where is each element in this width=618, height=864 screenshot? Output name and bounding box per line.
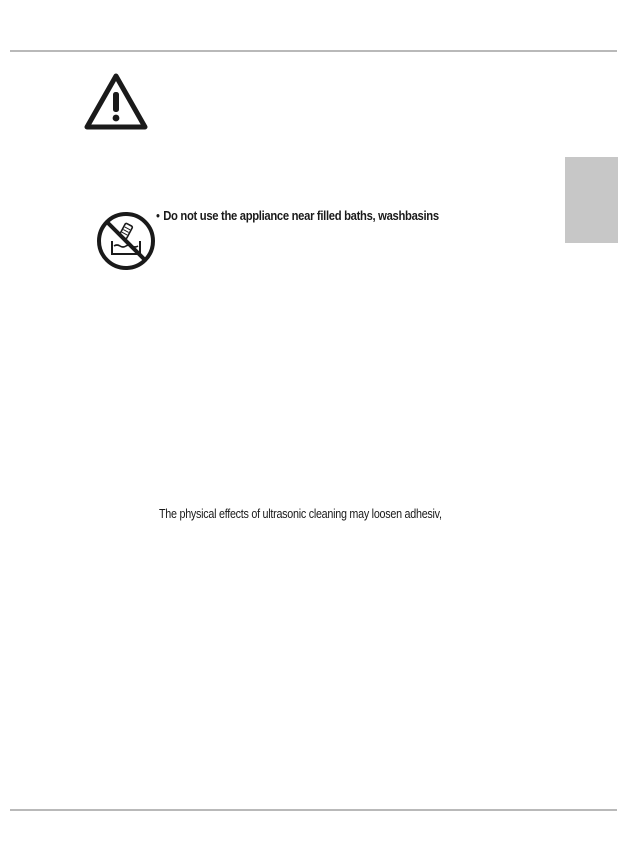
- bottom-divider: [10, 809, 617, 811]
- bullet: •: [156, 209, 160, 223]
- water-warning-text: [156, 209, 439, 223]
- section-tab: [565, 157, 618, 243]
- top-divider: [10, 50, 617, 52]
- ultrasonic-note-text: The physical effects of ultrasonic cleaning may loosen adhesiv,: [159, 507, 442, 521]
- water-warning-label: Do not use the appliance near filled baths, washbasins: [163, 209, 439, 223]
- warning-triangle-icon: [84, 73, 148, 130]
- no-use-near-water-icon: [96, 211, 156, 271]
